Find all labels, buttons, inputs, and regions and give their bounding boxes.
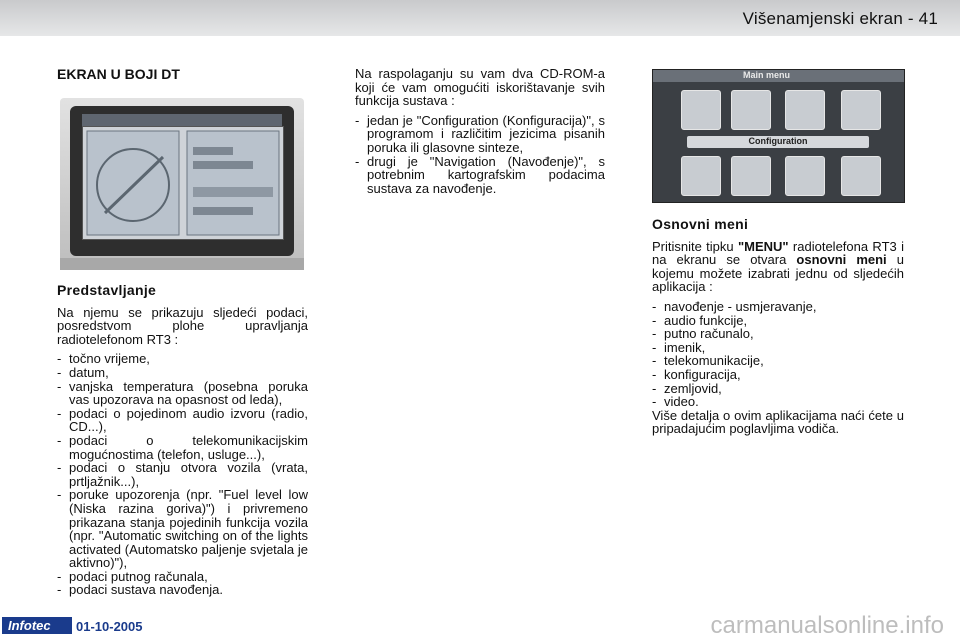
screen-display: [82, 126, 284, 240]
outro-paragraph: Više detalja o ovim aplikacijama naći ćete u pripadajućim poglavljima vodiča.: [652, 407, 904, 437]
list-item: - podaci o stanju otvora vozila (vrata, prtljažnik...),: [57, 461, 308, 488]
intro-text-3: u kojemu možete izabrati jednu od sljedećih aplikacija :: [652, 252, 904, 295]
menu-title-bar: [653, 70, 904, 82]
cdrom-intro: Na raspolaganju su vam dva CD-ROM-a koji će vam omogućiti iskorištavanje svih funkcija sustava :: [355, 66, 605, 109]
screen-status-bar: [82, 114, 282, 126]
cdrom-list: [355, 114, 605, 196]
watermark: carmanualsonline.info: [710, 612, 944, 639]
list-item: - putno računalo,: [652, 327, 904, 341]
list-item: - imenik,: [652, 341, 904, 355]
laptop-icon: [785, 90, 825, 130]
navigation-icon: [681, 90, 721, 130]
list-item: - vanjska temperatura (posebna poruka vas upozorava na opasnost od leda),: [57, 380, 308, 407]
logo-text: Infotec: [8, 618, 51, 633]
list-item: - jedan je "Configuration (Konfiguracija)", s programom i različitim jezicima pisanih poruka ili glasovne sinteze,: [355, 114, 605, 155]
intro-text-1: Pritisnite tipku: [652, 238, 738, 254]
list-item: - audio funkcije,: [652, 314, 904, 328]
list-item: - zemljovid,: [652, 382, 904, 396]
screen-bezel: [70, 106, 294, 256]
list-item: - datum,: [57, 366, 308, 380]
screen-content-graphic: [83, 127, 283, 239]
middle-column: [355, 67, 605, 195]
map-icon: [785, 156, 825, 196]
audio-cd-icon: [731, 90, 771, 130]
menu-key-label: "MENU": [737, 238, 789, 254]
phone-icon: [681, 156, 721, 196]
infotec-logo: [2, 617, 72, 634]
menu-intro: [652, 240, 904, 294]
info-list: [57, 352, 308, 597]
list-item: - drugi je "Navigation (Navođenje)", s potrebnim kartografskim podacima sustava za navođenje.: [355, 155, 605, 196]
list-item: - podaci putnog računala,: [57, 570, 308, 584]
list-item: - navođenje - usmjeravanje,: [652, 300, 904, 314]
list-item: - telekomunikacije,: [652, 354, 904, 368]
list-item: - podaci o pojedinom audio izvoru (radio, CD...),: [57, 407, 308, 434]
main-heading: EKRAN U BOJI DT: [57, 66, 180, 82]
list-item: - podaci o telekomunikacijskim mogućnostima (telefon, usluge...),: [57, 434, 308, 461]
color-screen-photo: [60, 98, 304, 270]
intro-text-2: radiotelefona RT3 i na ekranu se otvara: [652, 238, 904, 268]
left-column: [57, 284, 308, 597]
list-item: - konfiguracija,: [652, 368, 904, 382]
main-menu-screenshot: [652, 69, 905, 203]
video-icon: [841, 156, 881, 196]
list-item: - podaci sustava navođenja.: [57, 583, 308, 597]
print-date: 01-10-2005: [76, 619, 143, 634]
page-title: Višenamjenski ekran - 41: [742, 9, 938, 28]
section-heading-main-menu: Osnovni meni: [652, 216, 749, 232]
directory-icon: [841, 90, 881, 130]
device-base: [60, 258, 304, 270]
list-item: - video.: [652, 395, 904, 409]
application-list: [652, 300, 904, 409]
list-item: - poruke upozorenja (npr. "Fuel level low (Niska razina goriva)") i privremeno prikazana stanja pojedinih funkcija vozila (npr. "Automatic switching on of the lights activated (Automatsko paljenje svjetala je aktivno)"),: [57, 488, 308, 570]
intro-paragraph: Na njemu se prikazuju sljedeći podaci, posredstvom plohe upravljanja radiotelefonom RT3 :: [57, 304, 308, 347]
menu-title: Main menu: [743, 70, 791, 80]
section-heading-presentation: Predstavljanje: [57, 282, 157, 298]
main-menu-term: osnovni meni: [796, 252, 887, 268]
list-item: - točno vrijeme,: [57, 352, 308, 366]
right-column: [652, 218, 904, 436]
configuration-label: Configuration: [748, 136, 808, 146]
settings-sliders-icon: [731, 156, 771, 196]
configuration-highlight: [687, 136, 869, 148]
